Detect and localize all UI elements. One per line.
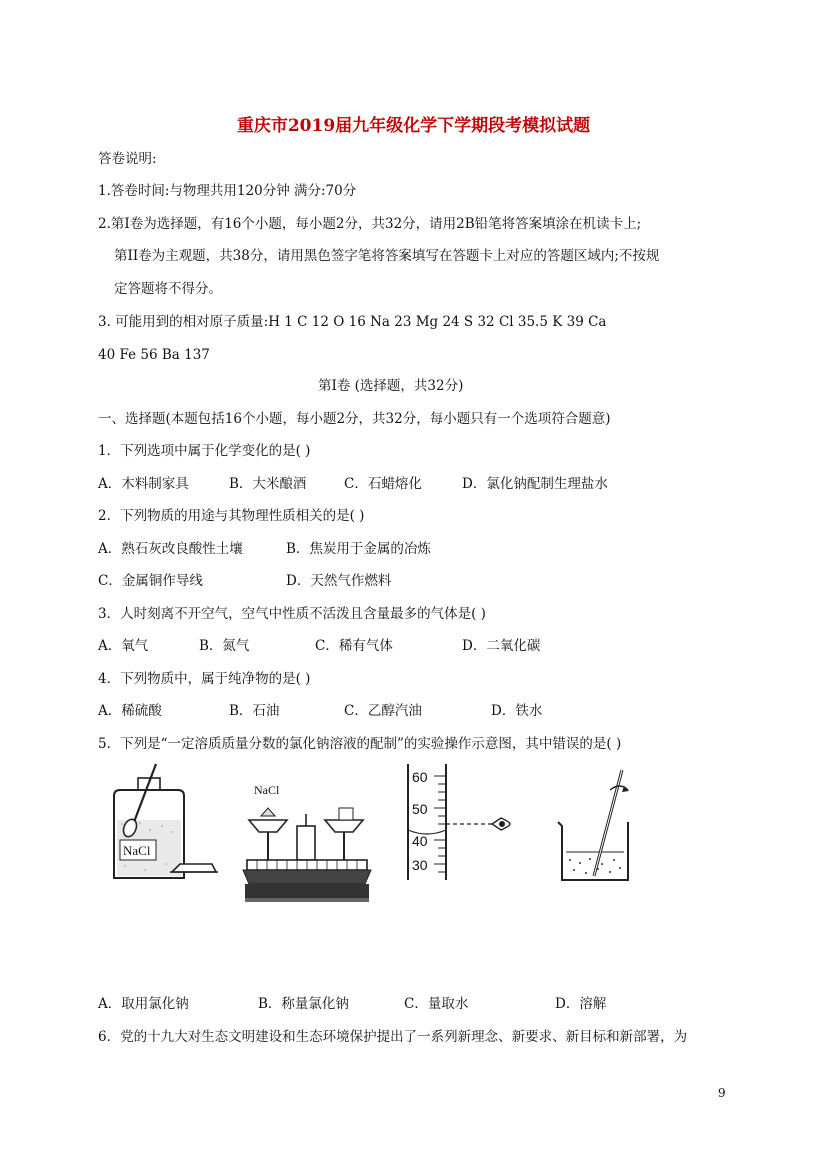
balance-label: NaCl [254,783,280,797]
option: A．取用氯化钠 [98,996,189,1012]
option: D．二氧化碳 [462,638,541,654]
option: C．稀有气体 [315,638,393,654]
option: C．乙醇汽油 [344,703,422,719]
question-stem: 5．下列是“一定溶质质量分数的氯化钠溶液的配制”的实验操作示意图，其中错误的是( ) [98,736,622,752]
option: D．铁水 [491,703,543,719]
notes-heading: 答卷说明: [98,151,157,167]
cylinder-figure [404,764,524,884]
question-stem: 4．下列物质中，属于纯净物的是( ) [98,671,311,687]
cylinder-tick-label: 50 [412,801,428,817]
option: D．天然气作燃料 [286,573,392,589]
page-title: 重庆市2019届九年级化学下学期段考模拟试题 [236,116,591,136]
question-stem: 6．党的十九大对生态文明建设和生态环境保护提出了一系列新理念、新要求、新目标和新部署，为 [98,1029,688,1045]
section-heading: 一、选择题(本题包括16个小题，每小题2分，共32分，每小题只有一个选项符合题意) [98,411,611,427]
option: C．石蜡熔化 [344,476,422,492]
question-stem: 3．人时刻离不开空气，空气中性质不活泼且含量最多的气体是( ) [98,606,486,622]
note-2-line-2: 第II卷为主观题，共38分，请用黑色签字笔将答案填写在答题卡上对应的答题区域内;不按规 [114,248,660,264]
option: C．量取水 [404,996,469,1012]
option: A．木料制家具 [98,476,189,492]
cylinder-tick-label: 40 [412,833,428,849]
question-stem: 2．下列物质的用途与其物理性质相关的是( ) [98,508,365,524]
bottle-label: NaCl [123,843,151,858]
option: B．称量氯化钠 [258,996,349,1012]
option: D．溶解 [555,996,607,1012]
option: D．氯化钠配制生理盐水 [462,476,608,492]
note-3-line-1: 3. 可能用到的相对原子质量:H 1 C 12 O 16 Na 23 Mg 24 S 32 Cl 35.5 K 39 Ca [98,314,607,330]
note-2-line-1: 2.第I卷为选择题，有16个小题，每小题2分，共32分，请用2B铅笔将答案填涂在机读卡上; [98,216,642,232]
cylinder-tick-label: 30 [412,857,428,873]
option: A．稀硫酸 [98,703,162,719]
question-stem: 1．下列选项中属于化学变化的是( ) [98,443,311,459]
note-2-line-3: 定答题将不得分。 [114,281,222,297]
note-3-line-2: 40 Fe 56 Ba 137 [98,347,210,363]
page-number: 9 [718,1086,726,1100]
option: C．金属铜作导线 [98,573,203,589]
option: A．熟石灰改良酸性土壤 [98,541,243,557]
cylinder-tick-label: 60 [412,769,428,785]
beaker-figure [550,768,650,886]
option: A．氧气 [98,638,149,654]
part-heading: 第I卷 (选择题，共32分) [318,378,464,394]
reagent-bottle-figure [100,760,220,885]
option: B．焦炭用于金属的冶炼 [286,541,431,557]
note-1: 1.答卷时间:与物理共用120分钟 满分:70分 [98,183,357,199]
option: B．石油 [229,703,280,719]
balance-figure [237,780,377,905]
option: B．氮气 [199,638,250,654]
option: B．大米酿酒 [229,476,307,492]
